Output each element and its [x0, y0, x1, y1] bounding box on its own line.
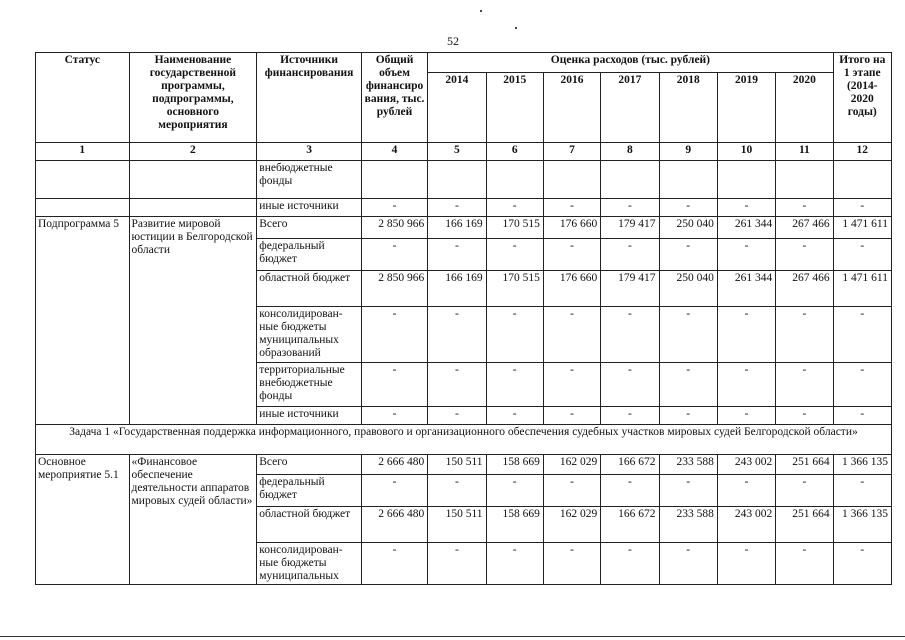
value-cell: -	[601, 543, 659, 585]
source-cell: иные источники	[257, 199, 362, 217]
value-cell: -	[717, 475, 775, 507]
value-cell: 1 366 135	[833, 507, 891, 543]
value-cell: -	[833, 239, 891, 271]
value-cell: 176 660	[543, 217, 600, 239]
value-cell: -	[659, 239, 717, 271]
value-cell: -	[659, 199, 717, 217]
value-cell: 150 511	[428, 455, 486, 475]
value-cell: -	[717, 307, 775, 363]
subprogram-status: Подпрограмма 5	[36, 217, 130, 425]
name-cell	[129, 161, 257, 199]
column-number: 11	[776, 143, 833, 161]
header-year: 2019	[717, 73, 775, 143]
value-cell: -	[776, 407, 833, 425]
table-row	[36, 199, 892, 217]
value-cell: 166 672	[601, 507, 659, 543]
value-cell: -	[776, 307, 833, 363]
value-cell: -	[428, 363, 486, 407]
value-cell: -	[776, 363, 833, 407]
status-cell	[36, 199, 130, 217]
value-cell: -	[659, 475, 717, 507]
value-cell: 179 417	[601, 271, 659, 307]
source-cell: внебюджетные фонды	[257, 161, 362, 199]
column-number: 7	[543, 143, 600, 161]
value-cell: 267 466	[776, 217, 833, 239]
value-cell: 1 471 611	[833, 217, 891, 239]
source-cell: консолидирован-ные бюджеты муниципальных	[257, 543, 362, 585]
value-cell: -	[428, 239, 486, 271]
value-cell: -	[601, 199, 659, 217]
value-cell: -	[361, 407, 427, 425]
value-cell: -	[361, 363, 427, 407]
value-cell	[361, 161, 427, 199]
header-sources: Источники финансирования	[257, 53, 362, 143]
value-cell: 233 588	[659, 507, 717, 543]
task-row	[36, 425, 892, 455]
source-cell: территориальные внебюджетные фонды	[257, 363, 362, 407]
value-cell: -	[361, 239, 427, 271]
value-cell: -	[486, 475, 543, 507]
budget-table	[35, 52, 892, 585]
value-cell: 2 666 480	[361, 507, 427, 543]
header-year: 2014	[428, 73, 486, 143]
column-number: 6	[486, 143, 543, 161]
value-cell: 158 669	[486, 507, 543, 543]
source-cell: областной бюджет	[257, 271, 362, 307]
value-cell	[601, 161, 659, 199]
column-number: 5	[428, 143, 486, 161]
subprogram-name: Развитие мировой юстиции в Белгородской области	[129, 217, 257, 425]
value-cell: -	[428, 475, 486, 507]
value-cell: -	[486, 239, 543, 271]
measure-status: Основное мероприятие 5.1	[36, 455, 130, 585]
value-cell: -	[776, 475, 833, 507]
value-cell: 233 588	[659, 455, 717, 475]
value-cell: 1 366 135	[833, 455, 891, 475]
value-cell: -	[361, 307, 427, 363]
value-cell: -	[776, 543, 833, 585]
value-cell: 162 029	[543, 455, 600, 475]
value-cell: -	[776, 199, 833, 217]
value-cell: -	[776, 239, 833, 271]
source-cell: иные источники	[257, 407, 362, 425]
value-cell: 166 169	[428, 271, 486, 307]
value-cell: -	[486, 363, 543, 407]
value-cell: -	[428, 407, 486, 425]
value-cell: -	[361, 543, 427, 585]
header-year: 2016	[543, 73, 600, 143]
column-number: 8	[601, 143, 659, 161]
page-number: 52	[447, 34, 459, 48]
value-cell: 2 850 966	[361, 217, 427, 239]
source-cell: консолидирован-ные бюджеты муниципальных образований	[257, 307, 362, 363]
value-cell: 1 471 611	[833, 271, 891, 307]
header-year: 2020	[776, 73, 833, 143]
value-cell: 170 515	[486, 271, 543, 307]
source-cell: областной бюджет	[257, 507, 362, 543]
value-cell: -	[659, 307, 717, 363]
value-cell	[659, 161, 717, 199]
value-cell: -	[543, 239, 600, 271]
value-cell: -	[717, 239, 775, 271]
source-cell: Всего	[257, 217, 362, 239]
value-cell	[428, 161, 486, 199]
header-status: Статус	[36, 53, 130, 143]
value-cell: -	[543, 363, 600, 407]
column-number: 1	[36, 143, 130, 161]
source-cell: федеральный бюджет	[257, 239, 362, 271]
header-name: Наименование государственной программы, подпрограммы, основного мероприятия	[129, 53, 257, 143]
value-cell: -	[659, 407, 717, 425]
value-cell: -	[833, 199, 891, 217]
value-cell: -	[717, 543, 775, 585]
header-total: Общий объем финансиро вания, тыс. рублей	[361, 53, 427, 143]
value-cell: -	[486, 199, 543, 217]
value-cell: 267 466	[776, 271, 833, 307]
column-number: 3	[257, 143, 362, 161]
value-cell: -	[717, 363, 775, 407]
value-cell: -	[833, 475, 891, 507]
value-cell: -	[717, 407, 775, 425]
column-number: 12	[833, 143, 891, 161]
status-cell	[36, 161, 130, 199]
value-cell: -	[717, 199, 775, 217]
value-cell: 166 169	[428, 217, 486, 239]
value-cell: 261 344	[717, 271, 775, 307]
value-cell: -	[543, 307, 600, 363]
value-cell: 170 515	[486, 217, 543, 239]
value-cell: 243 002	[717, 507, 775, 543]
value-cell: 250 040	[659, 271, 717, 307]
value-cell: -	[601, 407, 659, 425]
value-cell: 261 344	[717, 217, 775, 239]
value-cell: -	[361, 475, 427, 507]
value-cell: -	[428, 307, 486, 363]
value-cell	[776, 161, 833, 199]
value-cell: 150 511	[428, 507, 486, 543]
value-cell	[717, 161, 775, 199]
value-cell: -	[543, 199, 600, 217]
value-cell: -	[543, 543, 600, 585]
value-cell: 251 664	[776, 455, 833, 475]
value-cell: -	[833, 363, 891, 407]
value-cell: 2 850 966	[361, 271, 427, 307]
header-year: 2017	[601, 73, 659, 143]
table-row	[36, 161, 892, 199]
source-cell: федеральный бюджет	[257, 475, 362, 507]
column-number: 2	[129, 143, 257, 161]
value-cell: -	[428, 543, 486, 585]
value-cell: -	[486, 543, 543, 585]
value-cell: -	[361, 199, 427, 217]
value-cell	[486, 161, 543, 199]
value-cell: -	[428, 199, 486, 217]
value-cell: -	[543, 475, 600, 507]
value-cell: 250 040	[659, 217, 717, 239]
measure-name: «Финансовое обеспечение деятельности аппаратов мировых судей области»	[129, 455, 257, 585]
scan-edge-line	[0, 636, 905, 637]
value-cell: 251 664	[776, 507, 833, 543]
column-number: 10	[717, 143, 775, 161]
table-row	[36, 455, 892, 475]
header-itogo: Итого на 1 этапе (2014-2020 годы)	[833, 53, 891, 143]
name-cell	[129, 199, 257, 217]
table-row	[36, 217, 892, 239]
column-number: 4	[361, 143, 427, 161]
task-title: Задача 1 «Государственная поддержка информационного, правового и организационного обеспечения судебных участков мировых судей Белгородской области»	[36, 425, 892, 455]
column-number: 9	[659, 143, 717, 161]
value-cell: 162 029	[543, 507, 600, 543]
value-cell: 166 672	[601, 455, 659, 475]
header-year: 2018	[659, 73, 717, 143]
value-cell: 243 002	[717, 455, 775, 475]
value-cell: -	[601, 475, 659, 507]
value-cell: -	[486, 307, 543, 363]
value-cell	[543, 161, 600, 199]
source-cell: Всего	[257, 455, 362, 475]
header-estimate: Оценка расходов (тыс. рублей)	[428, 53, 833, 73]
value-cell: -	[833, 307, 891, 363]
value-cell: -	[659, 363, 717, 407]
value-cell: -	[601, 363, 659, 407]
value-cell: 158 669	[486, 455, 543, 475]
value-cell: -	[833, 407, 891, 425]
value-cell: -	[833, 543, 891, 585]
value-cell: -	[601, 239, 659, 271]
header-year: 2015	[486, 73, 543, 143]
value-cell: -	[659, 543, 717, 585]
value-cell	[833, 161, 891, 199]
value-cell: -	[543, 407, 600, 425]
value-cell: 2 666 480	[361, 455, 427, 475]
value-cell: -	[601, 307, 659, 363]
value-cell: -	[486, 407, 543, 425]
value-cell: 179 417	[601, 217, 659, 239]
value-cell: 176 660	[543, 271, 600, 307]
